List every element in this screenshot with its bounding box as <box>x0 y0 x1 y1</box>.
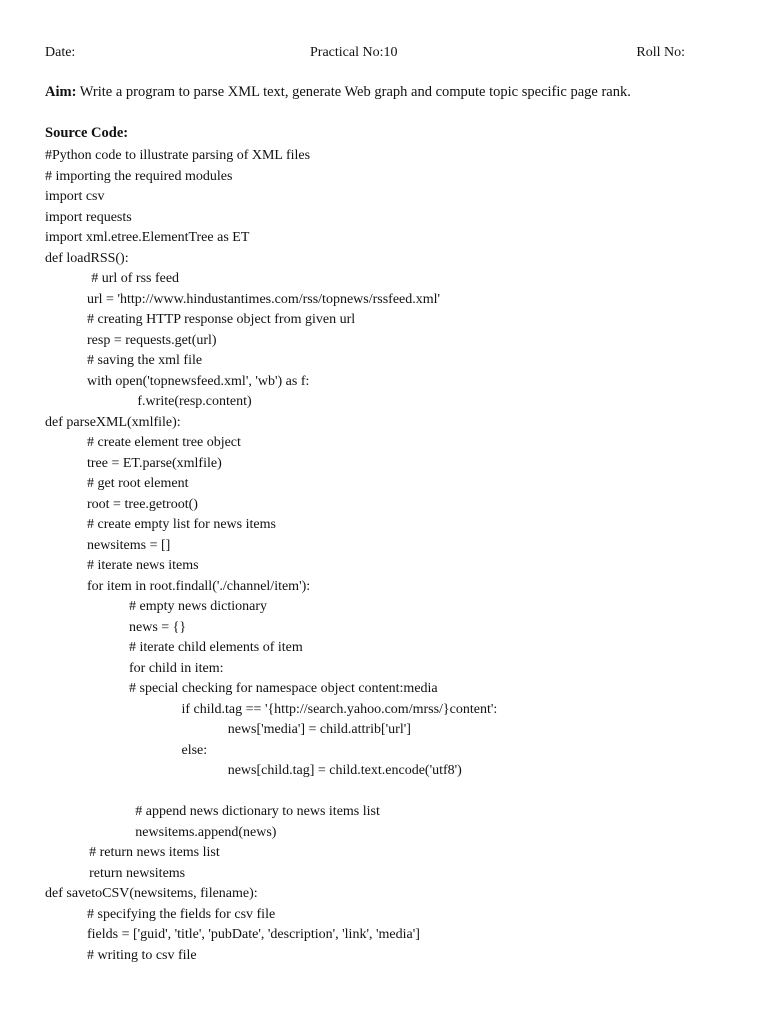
source-code-heading: Source Code: <box>45 125 129 141</box>
code-line: newsitems = [] <box>87 537 171 553</box>
code-line: for child in item: <box>129 660 224 676</box>
code-line: url = 'http://www.hindustantimes.com/rss/topnews/rssfeed.xml' <box>87 291 441 307</box>
code-line: fields = ['guid', 'title', 'pubDate', 'description', 'link', 'media'] <box>87 927 420 942</box>
code-line: news = {} <box>129 619 187 635</box>
code-line: # url of rss feed <box>91 271 180 286</box>
code-line: def parseXML(xmlfile): <box>45 414 181 430</box>
code-line: import requests <box>45 209 132 225</box>
code-line: # iterate news items <box>87 558 199 573</box>
code-line: if child.tag == '{http://search.yahoo.com/mrss/}content': <box>181 701 498 717</box>
code-line: #Python code to illustrate parsing of XML files <box>45 148 311 163</box>
code-line: for item in root.findall('./channel/item'): <box>87 578 311 594</box>
code-line: # append news dictionary to news items list <box>135 804 380 819</box>
code-line: tree = ET.parse(xmlfile) <box>87 455 222 471</box>
code-line: newsitems.append(news) <box>135 824 277 840</box>
code-line: else: <box>181 742 208 758</box>
aim-label: Aim: <box>45 84 77 100</box>
code-line: # iterate child elements of item <box>129 640 303 655</box>
code-line: return newsitems <box>89 865 186 881</box>
code-line: def savetoCSV(newsitems, filename): <box>45 886 258 901</box>
code-line: root = tree.getroot() <box>87 496 198 512</box>
roll-number-label: Roll No: <box>636 45 685 60</box>
code-line: # creating HTTP response object from given url <box>87 312 356 327</box>
code-line: def loadRSS(): <box>45 250 129 266</box>
code-line: # specifying the fields for csv file <box>87 906 276 922</box>
code-line: # empty news dictionary <box>129 599 268 614</box>
date-label: Date: <box>45 45 76 60</box>
aim-statement <box>45 84 631 101</box>
code-line: # create element tree object <box>87 435 241 450</box>
aim-text: Write a program to parse XML text, generate Web graph and compute topic specific page rank. <box>76 84 631 100</box>
code-line: news['media'] = child.attrib['url'] <box>227 722 411 737</box>
code-line: # special checking for namespace object content:media <box>129 681 438 696</box>
code-line: # importing the required modules <box>45 168 233 184</box>
code-line: news[child.tag] = child.text.encode('utf8') <box>227 763 462 778</box>
code-line: # get root element <box>87 476 189 491</box>
code-line: # return news items list <box>89 845 220 860</box>
code-line: with open('topnewsfeed.xml', 'wb') as f: <box>87 373 310 389</box>
code-line: import xml.etree.ElementTree as ET <box>45 230 250 245</box>
code-line: resp = requests.get(url) <box>87 332 217 348</box>
practical-number: Practical No:10 <box>310 45 398 60</box>
page-header <box>45 45 685 65</box>
code-line: f.write(resp.content) <box>137 394 252 409</box>
code-line: # writing to csv file <box>87 947 197 963</box>
code-line: # saving the xml file <box>87 353 203 368</box>
code-line: # create empty list for news items <box>87 517 276 532</box>
code-line: import csv <box>45 189 105 204</box>
